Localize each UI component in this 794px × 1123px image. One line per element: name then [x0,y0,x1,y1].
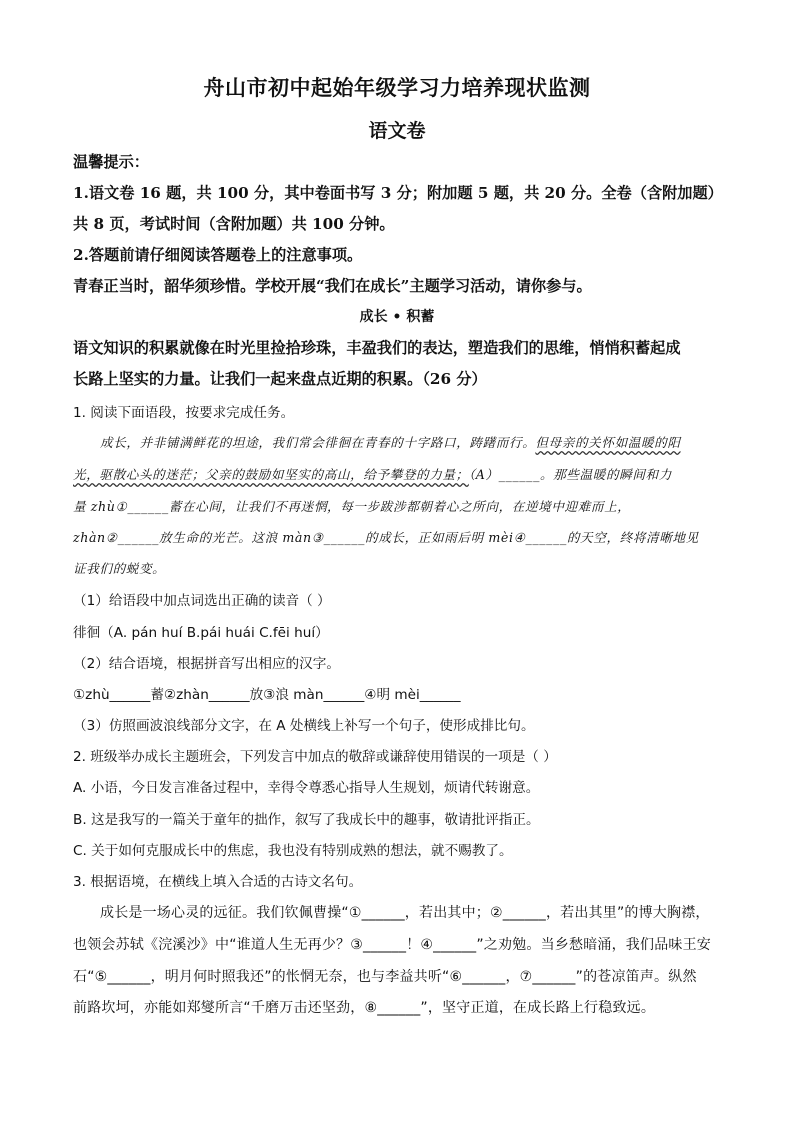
q1-sub1-options: 徘徊（A. pán huí B.pái huái C.fēi huí） [73,625,329,641]
q3-para-line-1: 成长是一场心灵的远征。我们钦佩曹操“①______，若出其中；②______，若出其里”的博大胸襟， [100,905,710,921]
q1-sub2-stem: （2）结合语境，根据拼音写出相应的汉字。 [73,656,340,672]
q1-passage-line-4: zhàn②______放生命的光芒。这浪 màn③______的成长，正如雨后明 mèi④______的天空，终将清晰地见 [73,530,699,545]
tips-heading: 温馨提示： [73,153,149,171]
q1-passage-line-2 [73,464,672,483]
q1-sub3-stem: （3）仿照画波浪线部分文字，在 A 处横线上补写一个句子，使形成排比句。 [73,718,535,734]
page-title: 舟山市初中起始年级学习力培养现状监测 [203,75,591,100]
q1-sub2-blanks: ①zhù______蓄②zhàn______放③浪 màn______④明 mèi______ [73,687,461,703]
section-desc-a: 语文知识的积累就像在时光里捡拾珍珠，丰盈我们的表达，塑造我们的思维，悄悄积蓄起成 [73,339,681,357]
q2-stem: 2. 班级举办成长主题班会，下列发言中加点的敬辞或谦辞使用错误的一项是（ ） [73,749,557,765]
intro-text: 青春正当时，韶华须珍惜。学校开展“我们在成长”主题学习活动，请你参与。 [73,277,592,295]
q1-passage-line-5: 证我们的蜕变。 [73,561,166,576]
tips-line-2: 2.答题前请仔细阅读答题卷上的注意事项。 [73,246,363,264]
passage-wavy-text: 光，驱散心头的迷茫；父亲的鼓励如坚实的高山，给予攀登的力量； [73,467,469,482]
q2-option-c: C. 关于如何克服成长中的焦虑，我也没有特别成熟的想法，就不赐教了。 [73,843,513,859]
q3-para-line-2: 也领会苏轼《浣溪沙》中“谁道人生无再少？③______！④______”之劝勉。当乡愁暗涌，我们品味王安 [73,937,712,953]
q3-para-line-3: 石“⑤______，明月何时照我还”的怅惘无奈，也与李益共听“⑥______，⑦______”的苍凉笛声。纵然 [73,969,697,985]
q3-para-line-4: 前路坎坷，亦能如郑燮所言“千磨万击还坚劲，⑧______”，坚守正道，在成长路上行稳致远。 [73,1000,656,1016]
q1-stem: 1. 阅读下面语段，按要求完成任务。 [73,405,295,421]
passage-plain-text: （A）______。那些温暖的瞬间和力 [468,467,672,482]
q3-stem: 3. 根据语境，在横线上填入合适的古诗文名句。 [73,874,363,890]
tips-line-1a: 1.语文卷 16 题，共 100 分，其中卷面书写 3 分；附加题 5 题，共 20 分。全卷（含附加题） [73,184,723,202]
section-heading: 成长 • 积蓄 [359,309,435,325]
q2-option-a: A. 小语，今日发言准备过程中，幸得令尊悉心指导人生规划，烦请代转谢意。 [73,780,540,796]
passage-wavy-text: 但母亲的关怀如温暖的阳 [535,435,681,450]
tips-line-1b: 共 8 页，考试时间（含附加题）共 100 分钟。 [73,215,395,233]
passage-plain-text: 成长，并非铺满鲜花的坦途，我们常会徘徊在青春的十字路口，踌躇而行。 [100,435,536,450]
q2-option-b: B. 这是我写的一篇关于童年的拙作，叙写了我成长中的趣事，敬请批评指正。 [73,812,540,828]
section-desc-b: 长路上坚实的力量。让我们一起来盘点近期的积累。（26 分） [73,370,487,388]
page-subtitle: 语文卷 [368,120,426,142]
q1-passage-line-3: 量 zhù①______蓄在心间，让我们不再迷惘，每一步跋涉都朝着心之所向，在逆境中迎难而上， [73,499,631,514]
q1-passage-line-1 [100,432,681,451]
q1-sub1-stem: （1）给语段中加点词选出正确的读音（ ） [73,593,331,609]
